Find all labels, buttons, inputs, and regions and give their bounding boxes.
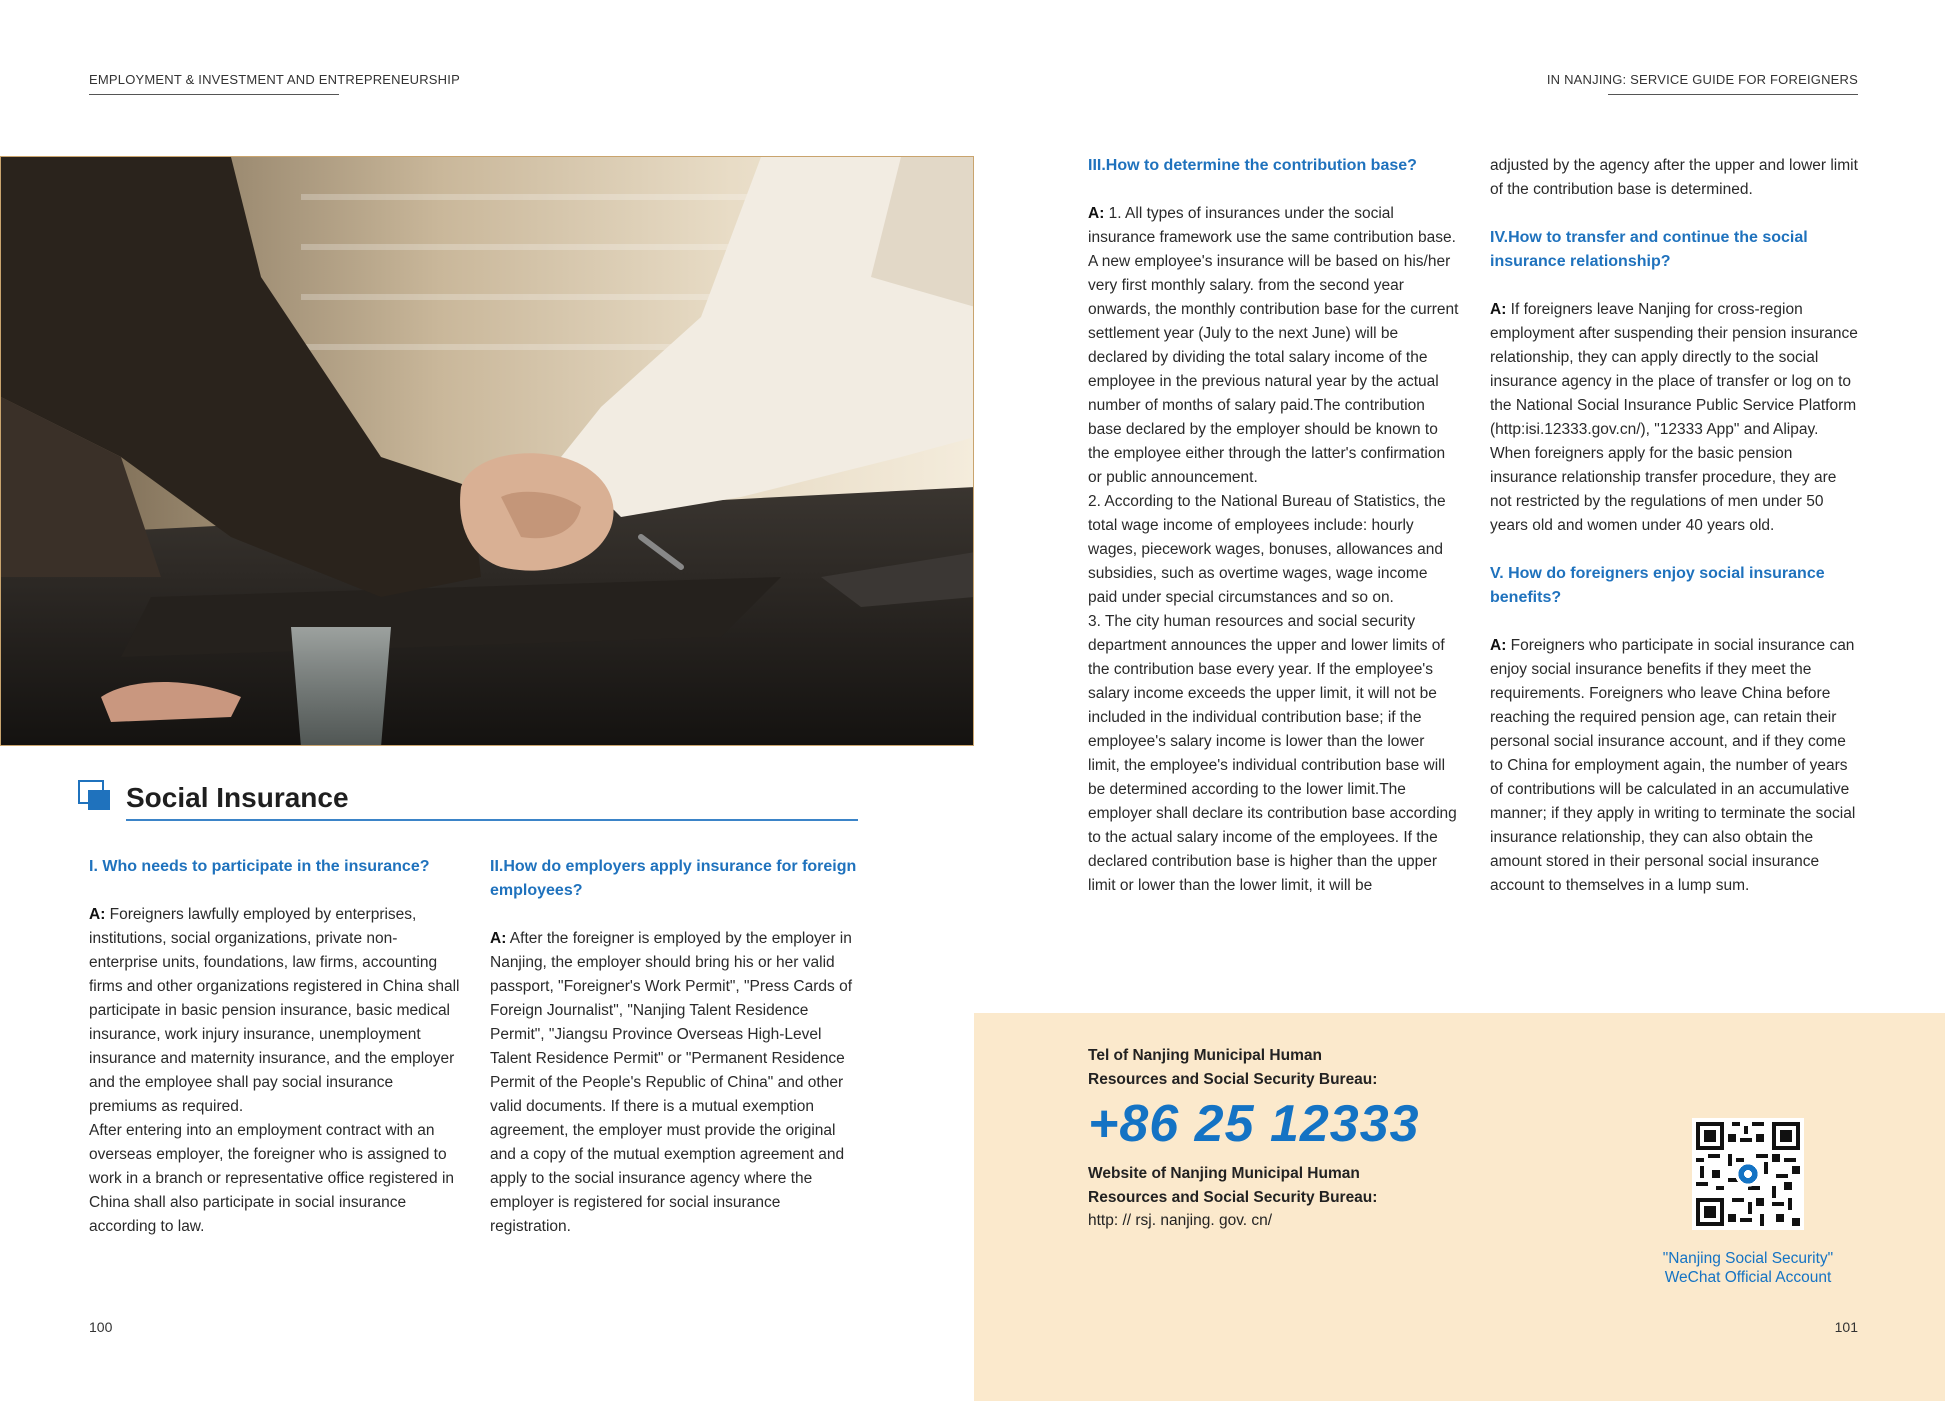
handshake-photo [0, 156, 974, 746]
question-heading: I. Who needs to participate in the insurance? [89, 858, 430, 875]
website-link[interactable]: http: // rsj. nanjing. gov. cn/ [1088, 1212, 1273, 1229]
handshake-illustration [1, 157, 974, 746]
section-title: Social Insurance [126, 782, 349, 813]
answer-text: 1. All types of insurances under the social insurance framework use the same contribution base. A new employee's insurance will be based on his/her very first monthly salary. from the second year onwards, the monthly contribution base for the current settlement year (July to the next June) will be declared by dividing the total salary income of the employee in the previous natural year by the actual number of months of salary paid.The contribution base declared by the employer should be known to the employee either through the latter's confirmation or public announcement. [1088, 205, 1459, 486]
answer-prefix: A: [1490, 301, 1507, 318]
tel-label-line-1: Tel of Nanjing Municipal Human [1088, 1047, 1322, 1064]
square-section-icon [78, 780, 112, 812]
answer-prefix: A: [1490, 637, 1507, 654]
qr-caption-line-2: WeChat Official Account [1664, 1269, 1832, 1286]
qr-code-icon [1692, 1118, 1804, 1230]
faq-item-3 [1088, 154, 1460, 898]
answer-paragraph [89, 903, 461, 1119]
qr-caption-line-1: "Nanjing Social Security" [1662, 1250, 1834, 1267]
faq-column-4 [1490, 154, 1860, 898]
answer-paragraph [490, 927, 862, 1239]
question-heading-4: IV.How to transfer and continue the social insurance relationship? [1490, 229, 1808, 270]
question-heading: III.How to determine the contribution base? [1088, 157, 1417, 174]
answer-text: If foreigners leave Nanjing for cross-region employment after suspending their pension insurance relationship, they can apply directly to the social insurance agency in the place of transfer or log on to the National Social Insurance Public Service Platform (http:isi.12333.gov.cn/), "12333 App" and Alipay. When foreigners apply for the basic pension insurance relationship transfer procedure, they are not restricted by the regulations of men under 50 years old and women under 40 years old. [1490, 301, 1858, 534]
section-title-rule [126, 819, 858, 821]
answer-prefix: A: [1088, 205, 1105, 222]
answer-paragraph-5 [1490, 634, 1860, 898]
page-number-right: 101 [1834, 1319, 1858, 1335]
answer-prefix: A: [89, 906, 106, 923]
answer-paragraph-4 [1490, 298, 1860, 538]
header-rule-left [89, 94, 339, 95]
tel-label-line-2: Resources and Social Security Bureau: [1088, 1071, 1378, 1088]
page-number-left: 100 [89, 1319, 113, 1335]
answer-prefix: A: [490, 930, 507, 947]
answer-paragraph-2: 2. According to the National Bureau of Statistics, the total wage income of employees include: hourly wages, piecework wages, bonuses, allowances and subsidies, such as overtime wages, wage income paid under special circumstances and so on. [1088, 493, 1446, 606]
running-header-right: IN NANJING: SERVICE GUIDE FOR FOREIGNERS [1546, 72, 1858, 87]
answer-paragraph [1088, 202, 1460, 490]
answer-text: After the foreigner is employed by the employer in Nanjing, the employer should bring his or her valid passport, "Foreigner's Work Permit", "Press Cards of Foreign Journalist", "Nanjing Talent Residence Permit", "Jiangsu Province Overseas High-Level Talent Residence Permit" or "Permanent Residence Permit of the People's Republic of China" and other valid documents. If there is a mutual exemption agreement, the employer must provide the original and a copy of the mutual exemption agreement and apply to the social insurance agency where the employer is registered for social insurance registration. [490, 930, 853, 1235]
question-heading: II.How do employers apply insurance for foreign employees? [490, 858, 857, 899]
contact-info [1088, 1044, 1508, 1230]
qr-code-graphic [1692, 1118, 1804, 1230]
phone-number[interactable]: +86 25 12333 [1088, 1095, 1420, 1153]
web-label-line-1: Website of Nanjing Municipal Human [1088, 1165, 1360, 1182]
faq-item-2 [490, 855, 862, 1239]
running-header-left: EMPLOYMENT & INVESTMENT AND ENTREPRENEURSHIP [89, 72, 460, 87]
qr-caption [1626, 1249, 1870, 1287]
faq-item-1 [89, 855, 461, 1239]
answer-text: Foreigners lawfully employed by enterprises, institutions, social organizations, private non-enterprise units, foundations, law firms, accounting firms and other organizations registered in China shall participate in basic pension insurance, basic medical insurance, work injury insurance, unemployment insurance and maternity insurance, and the employer and the employee shall pay social insurance premiums as required. [89, 906, 460, 1115]
answer-text: Foreigners who participate in social insurance can enjoy social insurance benefits if they meet the requirements. Foreigners who leave China before reaching the required pension age, can retain their personal social insurance account, and if they come to China for employment again, the number of years of contributions will be calculated in an accumulative manner; if they apply in writing to terminate the social insurance relationship, they can also obtain the amount stored in their personal social insurance account to themselves in a lump sum. [1490, 637, 1856, 894]
header-rule-right [1608, 94, 1858, 95]
web-label-line-2: Resources and Social Security Bureau: [1088, 1189, 1378, 1206]
answer-paragraph-3: 3. The city human resources and social security department announces the upper and lower limits of the contribution base every year. If the employee's salary income exceeds the upper limit, it will not be included in the individual contribution base; if the employee's salary income is lower than the lower limit, the employee's individual contribution base will be determined according to the lower limit.The employer shall declare its contribution base according to the actual salary income of the employees. If the declared contribution base is higher than the upper limit or lower than the lower limit, it will be [1088, 613, 1457, 894]
question-heading-5: V. How do foreigners enjoy social insurance benefits? [1490, 565, 1825, 606]
answer-continued: adjusted by the agency after the upper and lower limit of the contribution base is determined. [1490, 157, 1858, 198]
answer-paragraph-2: After entering into an employment contract with an overseas employer, the foreigner who is assigned to work in a branch or representative office registered in China shall also participate in social insurance according to law. [89, 1122, 455, 1235]
